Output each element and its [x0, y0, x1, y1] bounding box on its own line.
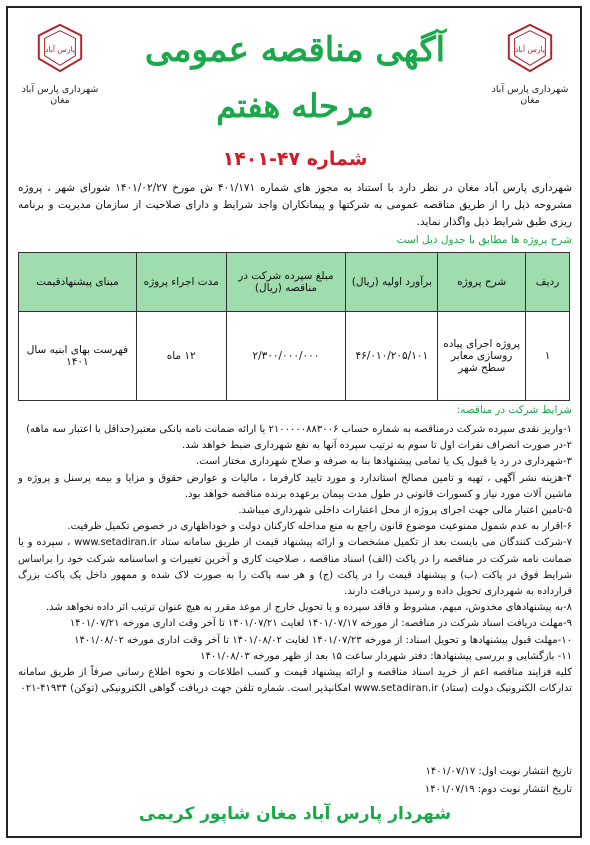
seal-text: پارس آباد	[44, 44, 76, 54]
notice-number: شماره ۴۷-۱۴۰۱	[222, 148, 368, 170]
intro-paragraph: شهرداری پارس آباد مغان در نظر دارد با استناد به مجوز های شماره ۴۰۱/۱۷۱ ش مورخ ۱۴۰۱/۰۲/۲۷ شورای شهر ، پروژه مشروحه ذیل را از طریق مناقصه عمومی به شرکتها و پیمانکاران واجد شرایط و دارای صلاحیت از سازمان مدیریت و برنامه ریزی طبق شرایط ذیل واگذار نماید.	[18, 182, 572, 228]
publish-date-first: تاریخ انتشار نوبت اول: ۱۴۰۱/۰۷/۱۷	[425, 766, 572, 777]
header-deposit: مبلغ سپرده شرکت در مناقصه (ریال)	[226, 253, 346, 312]
condition-item: ۵-تامین اعتبار مالی جهت اجرای پروژه از محل اعتبارات داخلی شهرداری میباشد.	[238, 505, 572, 517]
cell-estimate: ۴۶/۰۱۰/۲۰۵/۱۰۱	[346, 312, 438, 401]
projects-table	[18, 252, 570, 401]
header-estimate: برآورد اولیه (ریال)	[346, 253, 438, 312]
cell-price-basis: فهرست بهای ابنیه سال ۱۴۰۱	[19, 312, 137, 401]
condition-item: ۶-اقرار به عدم شمول ممنوعیت موضوع قانون راجع به منع مداخله کارکنان دولت و خوداظهاری در خصوص تکمیل ظرفیت.	[67, 521, 572, 533]
condition-item: ۱۱- بازگشایی و بررسی پیشنهادها: دفتر شهردار ساعت ۱۵ بعد از ظهر مورخه ۱۴۰۱/۰۸/۰۳	[200, 650, 572, 662]
cell-row-no: ۱	[526, 312, 570, 401]
municipality-seal-icon	[501, 22, 559, 74]
condition-item: ۲-در صورت انصراف نفرات اول تا سوم به ترتیب سپرده آنها به نفع شهرداری ضبط خواهد شد.	[182, 440, 572, 452]
table-header-row	[19, 253, 570, 312]
logo-caption: شهرداری پارس آباد مغان	[491, 84, 569, 106]
seal-text: پارس آباد	[514, 44, 546, 54]
municipality-logo-left	[14, 22, 106, 106]
condition-item: کلیه فرایند مناقصه اعم از خرید اسناد مناقصه و ارائه پیشنهاد قیمت و کسب اطلاعات و نحوه اطلاع رسانی صرفاً از طریق سامانه تدارکات الکترونیک دولت (ستاد) www.setadiran.ir امکانپذیر است. شماره تلفن جهت دریافت گواهی الکترونیکی (توکن) ۴۱۹۳۴-۰۲۱	[18, 667, 572, 695]
municipality-logo-right	[484, 22, 576, 106]
notice-title: آگهی مناقصه عمومی	[144, 30, 446, 70]
publish-date-second: تاریخ انتشار نوبت دوم: ۱۴۰۱/۰۷/۱۹	[424, 784, 572, 795]
condition-item: ۱-واریز نقدی سپرده شرکت درمناقصه به شماره حساب ۲۱۰۰۰۰۰۸۸۳۰۰۶ یا ارائه ضمانت نامه بانکی معتبر(حداقل با اعتبار سه ماهه)	[26, 424, 572, 435]
table-caption: شرح پروژه ها مطابق با جدول ذیل است	[396, 234, 572, 246]
notice-stage: مرحله هفتم	[216, 87, 374, 125]
header-duration: مدت اجراء پروژه	[136, 253, 226, 312]
cell-duration: ۱۲ ماه	[136, 312, 226, 401]
municipality-seal-icon	[31, 22, 89, 74]
table-row	[19, 312, 570, 401]
header-description: شرح پروژه	[438, 253, 526, 312]
cell-deposit: ۲/۳۰۰/۰۰۰/۰۰۰	[226, 312, 346, 401]
conditions-title: شرایط شرکت در مناقصه:	[456, 404, 572, 416]
cell-description: پروژه اجرای پیاده روسازی معابر سطح شهر	[438, 312, 526, 401]
condition-item: ۴-هزینه نشر آگهی ، تهیه و تامین مصالح استاندارد و مورد تایید کارفرما ، مالیات و عوارض حقوق و مزایا و بیمه پرسنل و پروژه و ماشین آلات مورد نیاز و کسورات قانونی در طول مدت پیمان برعهده برنده مناقصه خواهد بود.	[18, 472, 572, 500]
condition-item: ۳-شهرداری در رد یا قبول یک یا تمامی پیشنهادها بنا به صرفه و صلاح شهرداری مختار است.	[195, 456, 572, 468]
condition-item: ۸-به پیشنهادهای مخدوش، مبهم، مشروط و فاقد سپرده و یا تحویل خارج از موعد مقرر به هیچ عنوان ترتیب اثر داده نخواهد شد.	[45, 602, 572, 614]
header-price-basis: مبنای پیشنهادقیمت	[19, 253, 137, 312]
conditions-list	[18, 422, 572, 697]
header-row-no: ردیف	[526, 253, 570, 312]
condition-item: ۱۰-مهلت قبول پیشنهادها و تحویل اسناد: از مورخه ۱۴۰۱/۰۷/۲۳ لغایت ۱۴۰۱/۰۸/۰۲ تا آخر وقت اداری مورخه ۱۴۰۱/۰۸/۰۲	[74, 634, 572, 646]
logo-caption: شهرداری پارس آباد مغان	[21, 84, 99, 106]
mayor-signature: شهردار پارس آباد مغان شاپور کریمی	[138, 804, 452, 824]
condition-item: ۹-مهلت دریافت اسناد شرکت در مناقصه: از مورخه ۱۴۰۱/۰۷/۱۷ لغایت ۱۴۰۱/۰۷/۲۱ تا آخر وقت اداری مورخه ۱۴۰۱/۰۷/۲۱	[69, 618, 572, 630]
condition-item: ۷-شرکت کنندگان می بایست بعد از تکمیل مشخصات و ارائه پیشنهاد قیمت از طریق سامانه ستاد www.setadiran.ir ، سپرده و یا ضمانت نامه شرکت در مناقصه را در پاکت (الف) اسناد مناقصه ، صلاحیت کاری و آخرین تغییرات و اساسنامه شرکت خود را براساس شرایط فوق در پاکت (ب) و پیشنهاد قیمت را در پاکت (ج) و هر سه پاکت را به صورت لاک شده و ممهور داخل یک پاکت بزرگ قرارداده به شهرداری تحویل داده و رسید دریافت دارند.	[18, 537, 572, 598]
